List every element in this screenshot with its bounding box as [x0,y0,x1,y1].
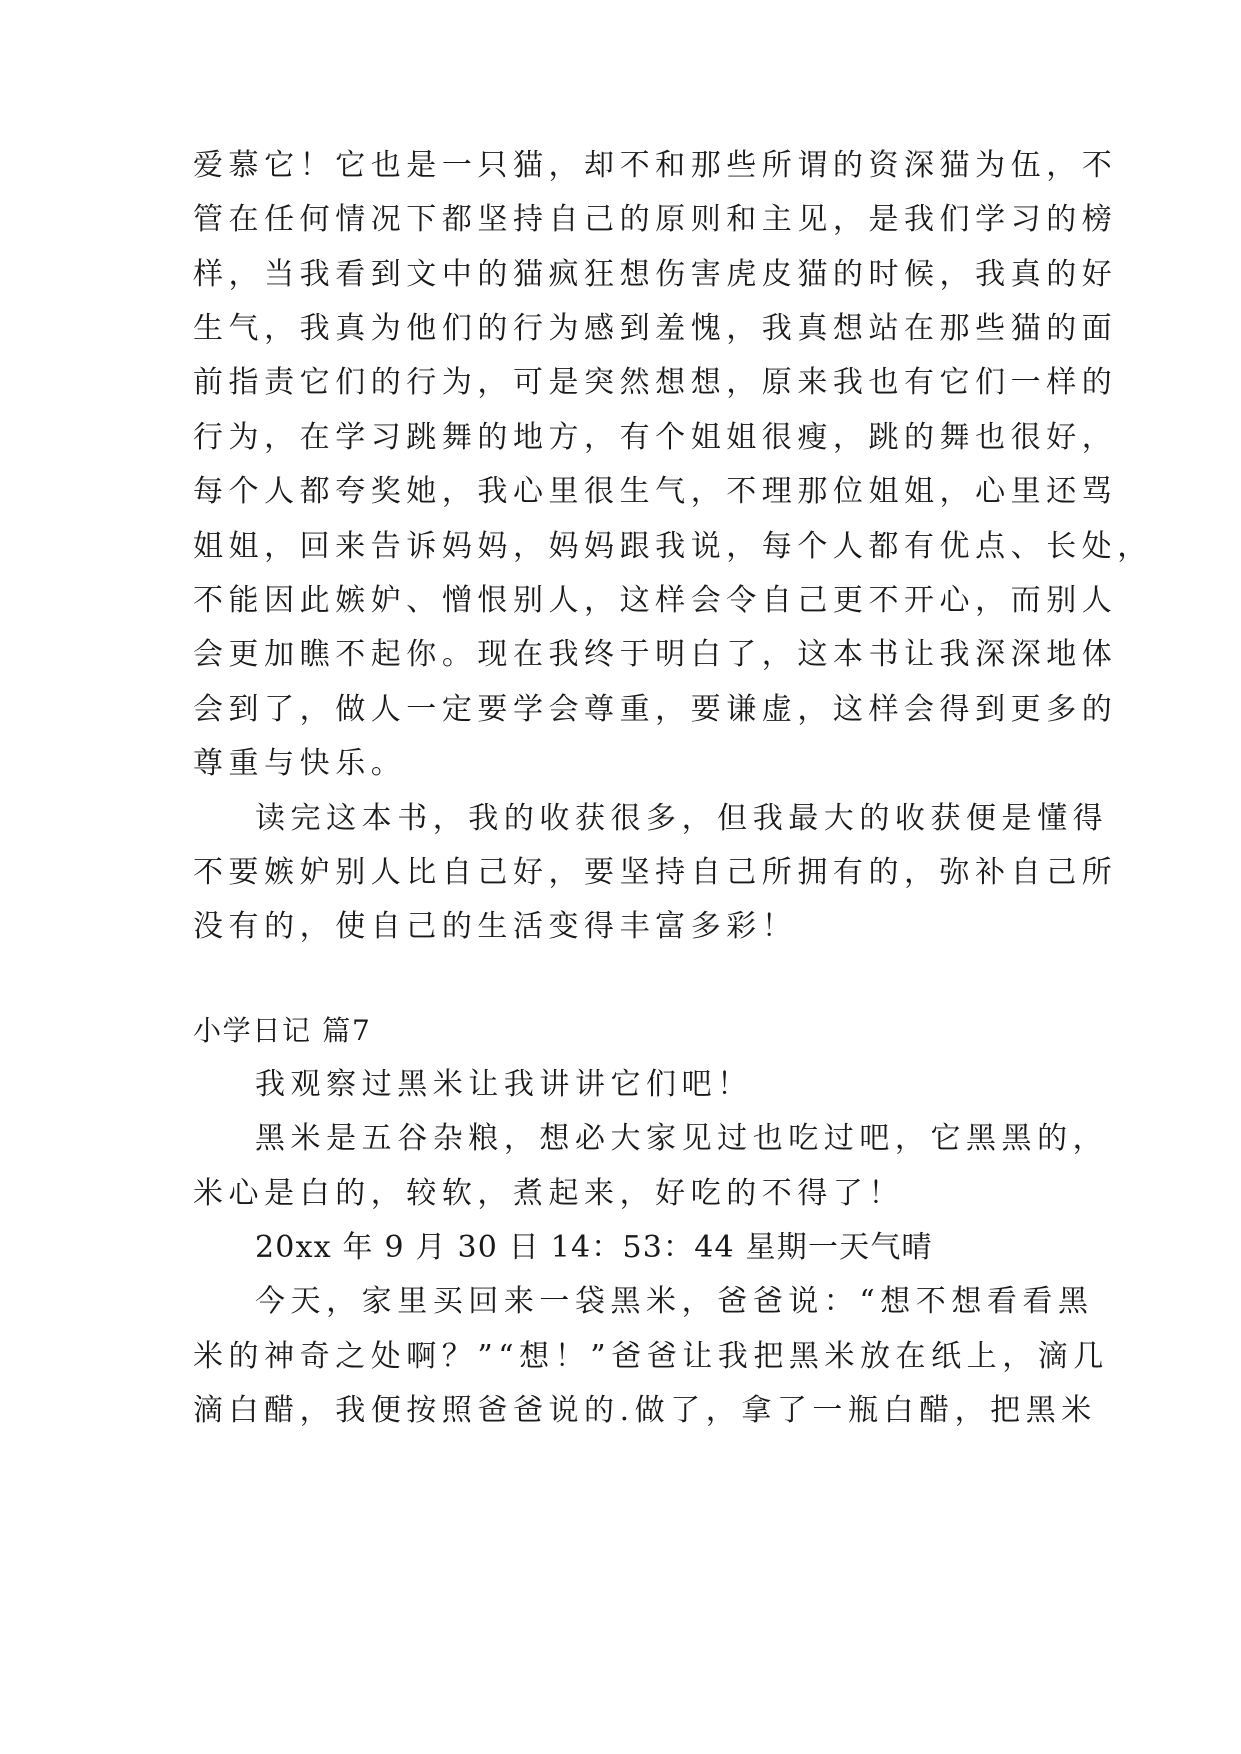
body-text-line: 爱慕它！它也是一只猫，却不和那些所谓的资深猫为伍，不 [193,148,1118,183]
body-text-line: 今天，家里买回来一袋黑米，爸爸说：“想不想看看黑 [255,1284,1094,1319]
body-text-line: 每个人都夸奖她，我心里很生气，不理那位姐姐，心里还骂 [193,474,1118,509]
body-text-line: 姐姐，回来告诉妈妈，妈妈跟我说，每个人都有优点、长处， [193,529,1153,564]
body-text-line: 米心是白的，较软，煮起来，好吃的不得了！ [193,1176,904,1211]
body-text-line: 会更加瞧不起你。现在我终于明白了，这本书让我深深地体 [193,637,1118,672]
body-text-line: 没有的，使自己的生活变得丰富多彩！ [193,909,798,944]
section-heading: 小学日记 篇7 [193,1014,372,1047]
body-text-line: 会到了，做人一定要学会尊重，要谦虚，这样会得到更多的 [193,692,1118,727]
body-text-line: 尊重与快乐。 [193,746,407,781]
body-text-line: 样，当我看到文中的猫疯狂想伤害虎皮猫的时候，我真的好 [193,257,1118,292]
body-text-line: 生气，我真为他们的行为感到羞愧，我真想站在那些猫的面 [193,311,1118,346]
body-text-line: 前指责它们的行为，可是突然想想，原来我也有它们一样的 [193,365,1118,400]
body-text-line: 读完这本书，我的收获很多，但我最大的收获便是懂得 [255,801,1109,836]
date-line: 20xx 年 9 月 30 日 14：53：44 星期一天气晴 [255,1230,933,1265]
body-text-line: 不能因此嫉妒、憎恨别人，这样会令自己更不开心，而别人 [193,583,1118,618]
body-text-line: 黑米是五谷杂粮，想必大家见过也吃过吧，它黑黑的， [255,1121,1109,1156]
body-text-line: 不要嫉妒别人比自己好，要坚持自己所拥有的，弥补自己所 [193,855,1118,890]
body-text-line: 行为，在学习跳舞的地方，有个姐姐很瘦，跳的舞也很好， [193,420,1118,455]
body-text-line: 滴白醋，我便按照爸爸说的.做了，拿了一瓶白醋，把黑米 [193,1393,1097,1428]
body-text-line: 管在任何情况下都坚持自己的原则和主见，是我们学习的榜 [193,202,1118,237]
body-text-line: 我观察过黑米让我讲讲它们吧！ [255,1067,753,1102]
body-text-line: 米的神奇之处啊？”“想！”爸爸让我把黑米放在纸上，滴几 [193,1339,1109,1374]
